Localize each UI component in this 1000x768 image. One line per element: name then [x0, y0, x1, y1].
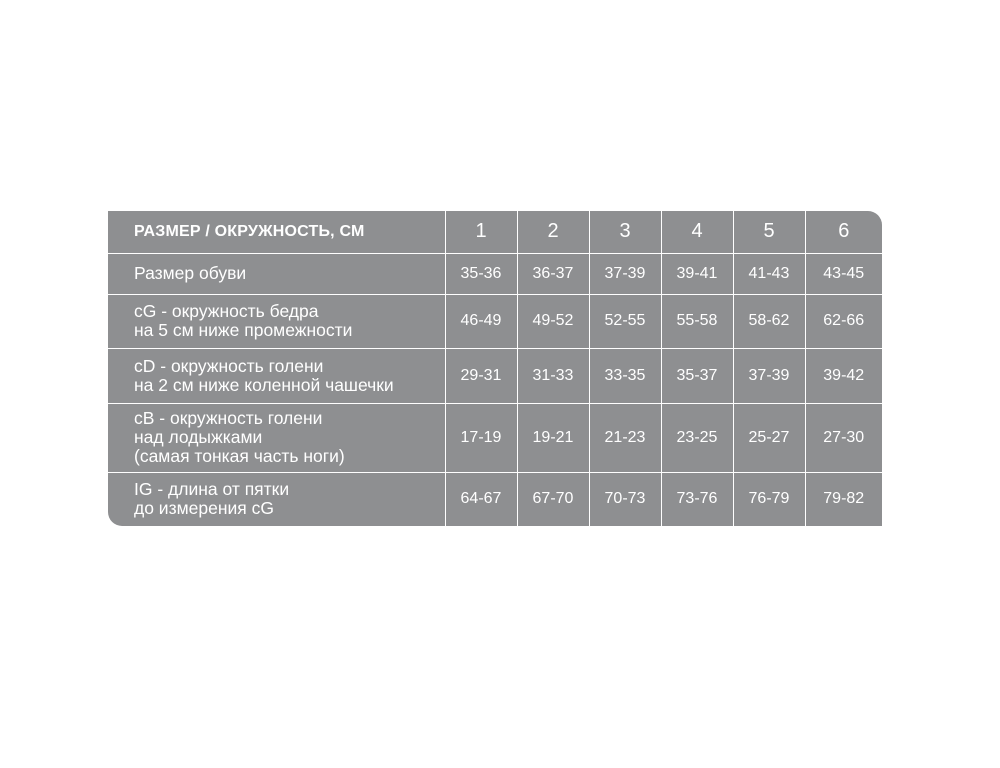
header-size-5: 5	[733, 211, 805, 253]
table-cell: 73-76	[661, 472, 733, 526]
header-size-2: 2	[517, 211, 589, 253]
header-size-1: 1	[445, 211, 517, 253]
table-cell: 62-66	[805, 294, 882, 348]
row-label-shoe-size	[108, 253, 445, 294]
table-cell: 76-79	[733, 472, 805, 526]
row-label-shin-circumference-knee	[108, 348, 445, 403]
table-cell: 17-19	[445, 403, 517, 472]
row-label-line: cD - окружность голени	[134, 355, 324, 376]
table-cell: 41-43	[733, 253, 805, 294]
table-cell: 79-82	[805, 472, 882, 526]
table-cell: 35-37	[661, 348, 733, 403]
table-cell: 25-27	[733, 403, 805, 472]
row-label-line: cB - окружность голени	[134, 408, 323, 428]
row-label-line: на 2 см ниже коленной чашечки	[134, 374, 394, 395]
header-row	[108, 211, 882, 253]
row-label-shin-circumference-ankle	[108, 403, 445, 472]
row-label-thigh-circumference	[108, 294, 445, 348]
row-label-line: над лодыжками	[134, 427, 263, 447]
table-row	[108, 294, 882, 348]
table-cell: 33-35	[589, 348, 661, 403]
table-cell: 27-30	[805, 403, 882, 472]
table-cell: 64-67	[445, 472, 517, 526]
table-cell: 43-45	[805, 253, 882, 294]
table-cell: 52-55	[589, 294, 661, 348]
table-cell: 67-70	[517, 472, 589, 526]
table-cell: 46-49	[445, 294, 517, 348]
row-label-line: (самая тонкая часть ноги)	[134, 446, 345, 466]
row-label-line: cG - окружность бедра	[134, 301, 319, 321]
table-row	[108, 472, 882, 526]
size-chart-table	[108, 211, 882, 526]
table-cell: 31-33	[517, 348, 589, 403]
row-label-line: Размер обуви	[134, 263, 247, 283]
table-row	[108, 253, 882, 294]
table-cell: 35-36	[445, 253, 517, 294]
row-label-line: на 5 см ниже промежности	[134, 320, 353, 340]
header-size-4: 4	[661, 211, 733, 253]
table-cell: 23-25	[661, 403, 733, 472]
header-label: РАЗМЕР / ОКРУЖНОСТЬ, СМ	[108, 211, 445, 253]
table-cell: 36-37	[517, 253, 589, 294]
table-cell: 39-41	[661, 253, 733, 294]
table-cell: 55-58	[661, 294, 733, 348]
header-size-6: 6	[805, 211, 882, 253]
size-chart-table-card	[108, 211, 882, 526]
table-cell: 21-23	[589, 403, 661, 472]
table-cell: 39-42	[805, 348, 882, 403]
row-label-leg-length	[108, 472, 445, 526]
row-label-line: до измерения cG	[134, 498, 274, 519]
table-cell: 58-62	[733, 294, 805, 348]
table-cell: 37-39	[733, 348, 805, 403]
table-cell: 19-21	[517, 403, 589, 472]
table-row	[108, 348, 882, 403]
table-row	[108, 403, 882, 472]
table-cell: 29-31	[445, 348, 517, 403]
table-cell: 70-73	[589, 472, 661, 526]
table-cell: 37-39	[589, 253, 661, 294]
table-cell: 49-52	[517, 294, 589, 348]
row-label-line: IG - длина от пятки	[134, 479, 290, 500]
header-size-3: 3	[589, 211, 661, 253]
